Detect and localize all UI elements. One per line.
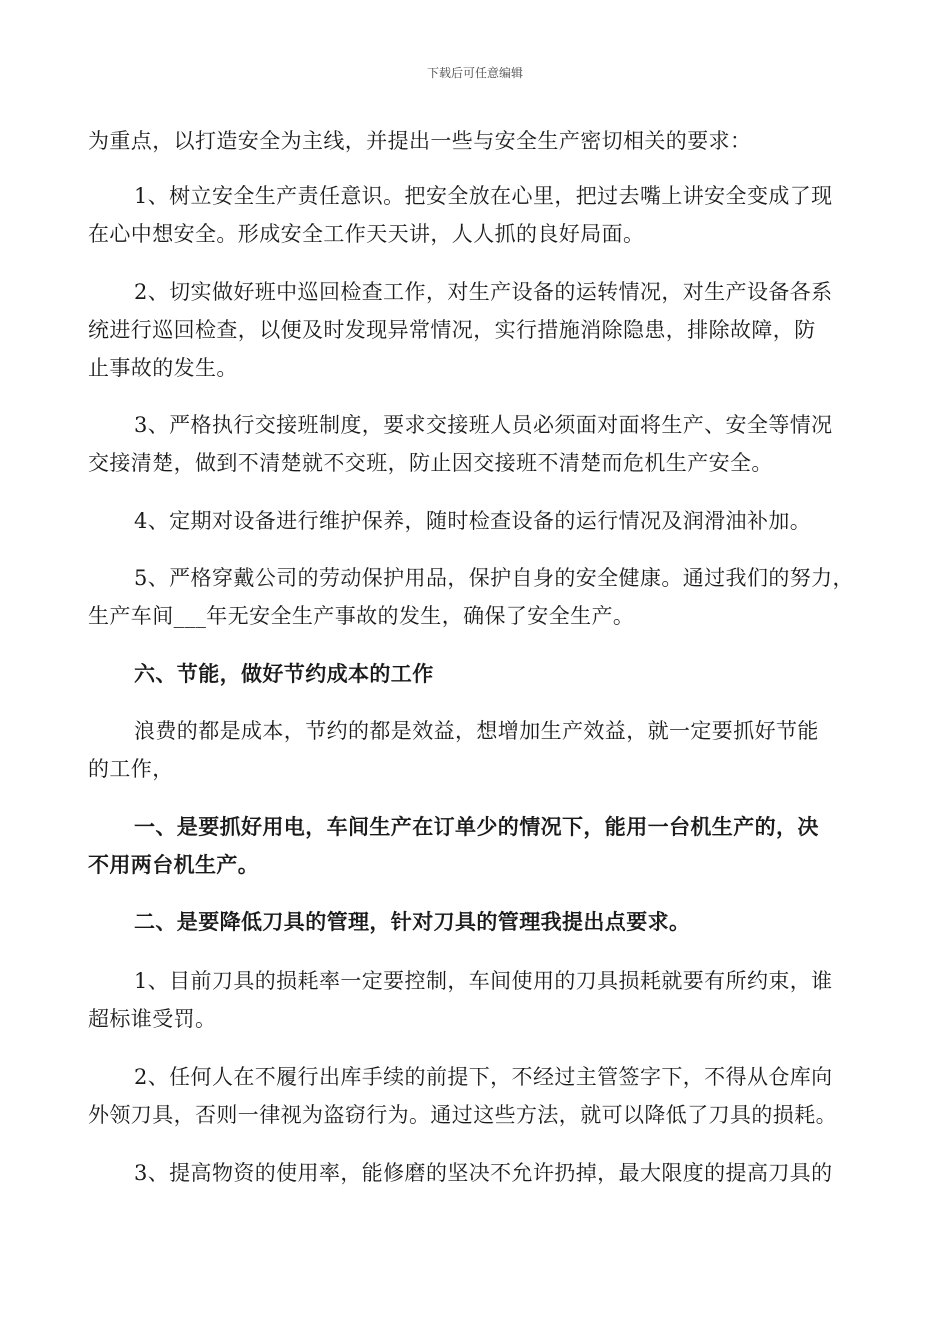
- paragraph-line: 为重点，以打造安全为主线，并提出一些与安全生产密切相关的要求：: [88, 129, 752, 153]
- paragraph-line: 在心中想安全。形成安全工作天天讲，人人抓的良好局面。: [88, 222, 645, 246]
- paragraph-line: 的工作，: [88, 757, 174, 781]
- paragraph-line: 超标谁受罚。: [88, 1007, 217, 1031]
- paragraph-line: 生产车间___年无安全生产事故的发生，确保了安全生产。: [88, 604, 635, 628]
- paragraph-line: 止事故的发生。: [88, 356, 238, 380]
- paragraph-line: 1、目前刀具的损耗率一定要控制，车间使用的刀具损耗就要有所约束，谁: [134, 969, 833, 993]
- paragraph-line: 浪费的都是成本，节约的都是效益，想增加生产效益，就一定要抓好节能: [134, 719, 819, 743]
- paragraph-line: 2、切实做好班中巡回检查工作，对生产设备的运转情况，对生产设备各系: [134, 280, 833, 304]
- paragraph-line: 2、任何人在不履行出库手续的前提下，不经过主管签字下，不得从仓库向: [134, 1065, 833, 1089]
- bold-paragraph-line: 二、是要降低刀具的管理，针对刀具的管理我提出点要求。: [134, 909, 691, 934]
- paragraph-line: 统进行巡回检查，以便及时发现异常情况，实行措施消除隐患，排除故障，防: [88, 318, 816, 342]
- paragraph-line: 交接清楚，做到不清楚就不交班，防止因交接班不清楚而危机生产安全。: [88, 451, 773, 475]
- paragraph-line: 外领刀具，否则一律视为盗窃行为。通过这些方法，就可以降低了刀具的损耗。: [88, 1103, 837, 1127]
- paragraph-line: 1、树立安全生产责任意识。把安全放在心里，把过去嘴上讲安全变成了现: [134, 184, 833, 208]
- bold-paragraph-line: 一、是要抓好用电，车间生产在订单少的情况下，能用一台机生产的，决: [134, 814, 819, 839]
- paragraph-line: 3、提高物资的使用率，能修磨的坚决不允许扔掉，最大限度的提高刀具的: [134, 1161, 833, 1185]
- paragraph-line: 4、定期对设备进行维护保养，随时检查设备的运行情况及润滑油补加。: [134, 509, 812, 533]
- section-heading: 六、节能，做好节约成本的工作: [134, 661, 434, 686]
- bold-paragraph-line: 不用两台机生产。: [88, 852, 260, 877]
- paragraph-line: 5、严格穿戴公司的劳动保护用品，保护自身的安全健康。通过我们的努力，: [134, 566, 854, 590]
- paragraph-line: 3、严格执行交接班制度，要求交接班人员必须面对面将生产、安全等情况: [134, 413, 833, 437]
- page-header: 下载后可任意编辑: [426, 66, 523, 80]
